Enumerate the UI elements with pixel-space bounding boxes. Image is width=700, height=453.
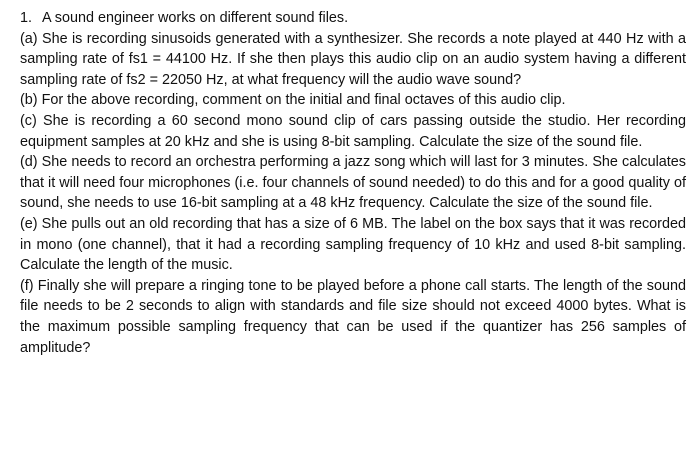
question-part-a: (a) She is recording sinusoids generated with a synthesizer. She records a note played at 440 Hz with a sampling rate of fs1 = 44100 Hz. If she then plays this audio clip on an audio system having a different sampling rate of fs2 = 22050 Hz, at what frequency will the audio wave sound?: [20, 30, 686, 88]
question-intro: A sound engineer works on different sound files.: [42, 10, 349, 26]
question-part-f: (f) Finally she will prepare a ringing tone to be played before a phone call starts. The length of the sound file needs to be 2 seconds to align with standards and file size should not exceed 4000 bytes. What is the maximum possible sampling frequency that can be used if the quantizer has 256 samples of amplitude?: [20, 277, 686, 356]
question-part-b: (b) For the above recording, comment on the initial and final octaves of this audio clip.: [20, 92, 566, 109]
question-heading: [20, 8, 686, 29]
question-number: 1.: [20, 10, 33, 26]
question-part-c: (c) She is recording a 60 second mono sound clip of cars passing outside the studio. Her recording equipment samples at 20 kHz and she is using 8-bit sampling. Calculate the size of the sound file.: [20, 112, 686, 150]
question-part-e: (e) She pulls out an old recording that has a size of 6 MB. The label on the box says that it was recorded in mono (one channel), that it had a recording sampling frequency of 10 kHz and used 8-bit sampling. Calculate the length of the music.: [20, 215, 686, 274]
question-part-d: (d) She needs to record an orchestra performing a jazz song which will last for 3 minutes. She calculates that it will need four microphones (i.e. four channels of sound needed) to do this and for a good quality of sound, she needs to use 16-bit sampling at a 48 kHz frequency. Calculate the size of the sound file.: [20, 154, 686, 212]
